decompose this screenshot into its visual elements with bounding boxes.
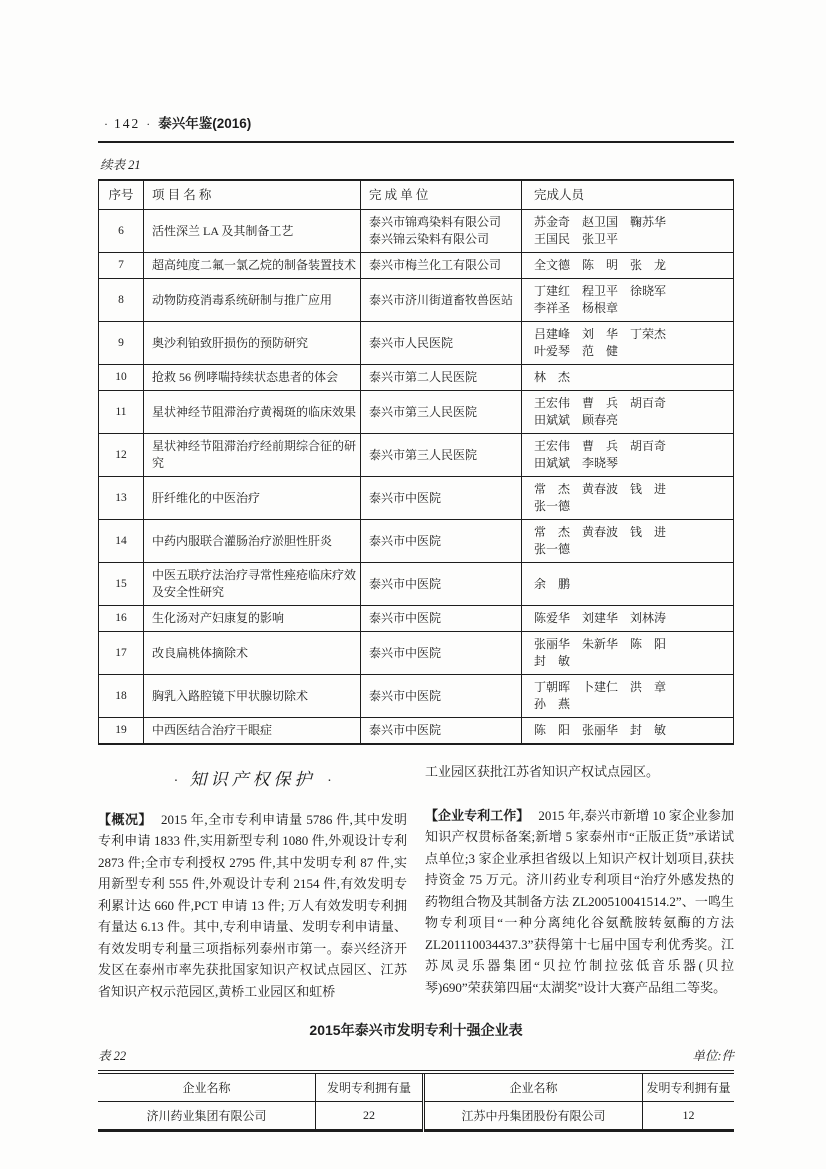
continuation-text: 工业园区获批江苏省知识产权试点园区。 [425,764,660,779]
project-table-body [99,210,734,745]
company-name-cell: 济川药业集团有限公司 [98,1102,316,1131]
right-column [425,761,734,1002]
completing-unit-cell [361,477,522,520]
completing-people-cell [522,718,734,745]
unit-line: 泰兴市中医院 [369,645,442,660]
patent-count-cell: 22 [316,1102,424,1131]
completing-people-cell [522,675,734,718]
col-header-people: 完成人员 [522,180,734,210]
overview-heading: 【概况】 [98,811,153,827]
people-line: 张丽华 朱新华 陈 阳 [534,637,667,651]
table-row [99,365,734,391]
enterprise-heading: 【企业专利工作】 [425,807,530,823]
completing-unit-cell [361,632,522,675]
patent-table-header [98,1072,734,1102]
dot-ornament: · [174,774,178,789]
unit-line: 泰兴市济川街道畜牧兽医站 [369,292,514,307]
completing-unit-cell [361,279,522,322]
completing-unit-cell [361,322,522,365]
unit-line: 泰兴市第三人民医院 [369,447,478,462]
people-line: 叶爱琴 范 健 [534,344,619,358]
table-row [99,253,734,279]
completing-people-cell [522,632,734,675]
page-content [98,0,734,1132]
people-line: 李祥圣 杨根章 [534,301,619,315]
people-line: 封 敏 [534,654,571,668]
completing-unit-cell [361,365,522,391]
col-header-project: 项 目 名 称 [144,180,361,210]
project-name-cell: 奥沙利铂致肝损伤的预防研究 [144,322,361,365]
unit-line: 泰兴市梅兰化工有限公司 [369,258,502,272]
project-name-cell: 中医五联疗法治疗寻常性痤疮临床疗效及安全性研究 [144,563,361,606]
completing-people-cell [522,322,734,365]
people-line: 田斌斌 顾春亮 [534,413,619,427]
table-row [99,434,734,477]
people-line: 林 杰 [534,370,571,384]
page-number: 142 [114,116,141,131]
dot-ornament: · [327,774,331,789]
completing-unit-cell [361,563,522,606]
row-index-cell: 14 [99,520,144,563]
unit-line: 泰兴市第二人民医院 [369,370,478,384]
table-row [99,563,734,606]
people-line: 苏金奇 赵卫国 鞠苏华 [534,215,667,229]
completing-people-cell [522,391,734,434]
table-row [99,520,734,563]
completing-unit-cell [361,210,522,253]
people-line: 丁朝晖 卜建仁 洪 章 [534,680,667,694]
people-line: 王国民 张卫平 [534,232,619,246]
col-header-index: 序号 [99,180,144,210]
table-row [99,279,734,322]
table-row [99,322,734,365]
patent-table-title: 2015年泰兴市发明专利十强企业表 [309,1022,523,1038]
people-line: 常 杰 黄春波 钱 进 [534,482,667,496]
dot-ornament: · [104,117,108,131]
unit-line: 泰兴市中医院 [369,688,442,703]
unit-line: 泰兴市锦鸡染料有限公司 [369,215,502,229]
project-name-cell: 中西医结合治疗干眼症 [144,718,361,745]
unit-line: 泰兴市人民医院 [369,335,454,350]
row-index-cell: 15 [99,563,144,606]
completing-people-cell [522,563,734,606]
row-index-cell: 16 [99,606,144,632]
running-head [98,0,734,143]
completing-people-cell [522,210,734,253]
overview-text: 2015 年,全市专利申请量 5786 件,其中发明专利申请 1833 件,实用新型专利 1080 件,外观设计专利 2873 件;全市专利授权 2795 件,其中发明专利 87 件,实用新型专利 555 件,外观设计专利 2154 件,有效发明专利累计达 660 件,PCT 申请 13 件; 万人有效发明专利拥有量达 6.13 件。其中,专利申请量、发明专利申请量、有效发明专利量三项指标列泰州市第一。泰兴经济开发区在泰州市率先获批国家知识产权试点园区、江苏省知识产权示范园区,黄桥工业园区和虹桥 [98,811,407,999]
row-index-cell: 13 [99,477,144,520]
people-line: 吕建峰 刘 华 丁荣杰 [534,327,667,341]
project-name-cell: 中药内服联合灌肠治疗淤胆性肝炎 [144,520,361,563]
people-line: 常 杰 黄春波 钱 进 [534,525,667,539]
completing-people-cell [522,365,734,391]
completing-people-cell [522,520,734,563]
row-index-cell: 8 [99,279,144,322]
col-header-count-right: 发明专利拥有量 [643,1072,735,1102]
unit-line: 泰兴市第三人民医院 [369,404,478,419]
completing-unit-cell [361,606,522,632]
project-name-cell: 星状神经节阻滞治疗黄褐斑的临床效果 [144,391,361,434]
project-name-cell: 活性深兰 LA 及其制备工艺 [144,210,361,253]
people-line: 张一德 [534,499,571,513]
unit-line: 泰兴锦云染料有限公司 [369,232,490,246]
project-table-header [99,180,734,210]
row-index-cell: 17 [99,632,144,675]
left-column [98,761,407,1002]
people-line: 孙 燕 [534,697,571,711]
table-row [99,391,734,434]
completing-unit-cell [361,718,522,745]
project-name-cell: 生化汤对产妇康复的影响 [144,606,361,632]
people-line: 王宏伟 曹 兵 胡百奇 [534,396,667,410]
dot-ornament: · [146,117,151,131]
project-name-cell: 超高纯度二氟一氯乙烷的制备装置技术 [144,253,361,279]
table-row [99,718,734,745]
unit-line: 泰兴市中医院 [369,723,442,737]
company-name-cell: 江苏中丹集团股份有限公司 [424,1102,643,1131]
overview-paragraph [98,809,407,1003]
people-line: 陈 阳 张丽华 封 敏 [534,723,667,737]
col-header-company-right: 企业名称 [424,1072,643,1102]
project-name-cell: 胸乳入路腔镜下甲状腺切除术 [144,675,361,718]
people-line: 全文德 陈 明 张 龙 [534,258,667,272]
completing-unit-cell [361,520,522,563]
row-index-cell: 11 [99,391,144,434]
completing-people-cell [522,253,734,279]
ip-section [98,761,734,1002]
col-header-unit: 完 成 单 位 [361,180,522,210]
continued-table-caption: 续表 21 [100,158,141,172]
people-line: 陈爱华 刘建华 刘林涛 [534,611,667,625]
project-name-cell: 肝纤维化的中医治疗 [144,477,361,520]
completing-unit-cell [361,253,522,279]
row-index-cell: 18 [99,675,144,718]
unit-line: 泰兴市中医院 [369,533,442,548]
patent-count-cell: 12 [682,1108,695,1122]
completing-unit-cell [361,675,522,718]
project-name-cell: 抢救 56 例哮喘持续状态患者的体会 [144,365,361,391]
row-index-cell: 9 [99,322,144,365]
unit-label: 单位:件 [692,1049,734,1063]
row-index-cell: 7 [99,253,144,279]
completing-people-cell [522,477,734,520]
table-row [99,210,734,253]
enterprise-paragraph [425,805,734,999]
table-row [99,477,734,520]
enterprise-text: 2015 年,泰兴市新增 10 家企业参加知识产权贯标备案;新增 5 家泰州市“正版正货”承诺试点单位;3 家企业承担省级以上知识产权计划项目,获扶持资金 75 万元。济川药业专利项目“治疗外感发热的药物组合物及其制备方法 ZL200510041514.2”、一鸣生物专利项目“一种分离纯化谷氨酰胺转氨酶的方法 ZL201110034437.3”获得第十七届中国专利优秀奖。江苏凤灵乐器集团“贝拉竹制拉弦低音乐器(贝拉琴)690”荣获第四届“太湖奖”设计大赛产品组二等奖。 [425,807,734,995]
project-table [98,179,734,745]
people-line: 王宏伟 曹 兵 胡百奇 [534,439,667,453]
row-index-cell: 10 [99,365,144,391]
patent-top10-table [98,1070,734,1132]
table-row [99,632,734,675]
people-line: 余 鹏 [534,576,571,591]
unit-line: 泰兴市中医院 [369,576,442,591]
unit-line: 泰兴市中医院 [369,490,442,505]
table22-label: 表 22 [98,1049,127,1063]
row-index-cell: 6 [99,210,144,253]
col-header-count-left: 发明专利拥有量 [316,1072,424,1102]
section-title [98,769,407,793]
table-row [99,606,734,632]
completing-people-cell [522,606,734,632]
patent-table-caption-row [98,1046,734,1064]
col-header-company-left: 企业名称 [98,1072,316,1102]
row-index-cell: 19 [99,718,144,745]
completing-unit-cell [361,391,522,434]
project-name-cell: 动物防疫消毒系统研制与推广应用 [144,279,361,322]
project-name-cell: 星状神经节阻滞治疗经前期综合征的研究 [144,434,361,477]
table-row [99,675,734,718]
row-index-cell: 12 [99,434,144,477]
completing-people-cell [522,434,734,477]
section-title-text: 知识产权保护 [189,770,316,789]
header-row [99,180,734,210]
completing-people-cell [522,279,734,322]
project-name-cell: 改良扁桃体摘除术 [144,632,361,675]
table-row [98,1102,734,1131]
header-row [98,1072,734,1102]
completing-unit-cell [361,434,522,477]
patent-table-body [98,1102,734,1131]
people-line: 丁建红 程卫平 徐晓军 [534,284,667,298]
people-line: 田斌斌 李晓琴 [534,456,619,470]
people-line: 张一德 [534,542,571,556]
book-title: 泰兴年鉴(2016) [158,116,252,131]
unit-line: 泰兴市中医院 [369,611,442,625]
